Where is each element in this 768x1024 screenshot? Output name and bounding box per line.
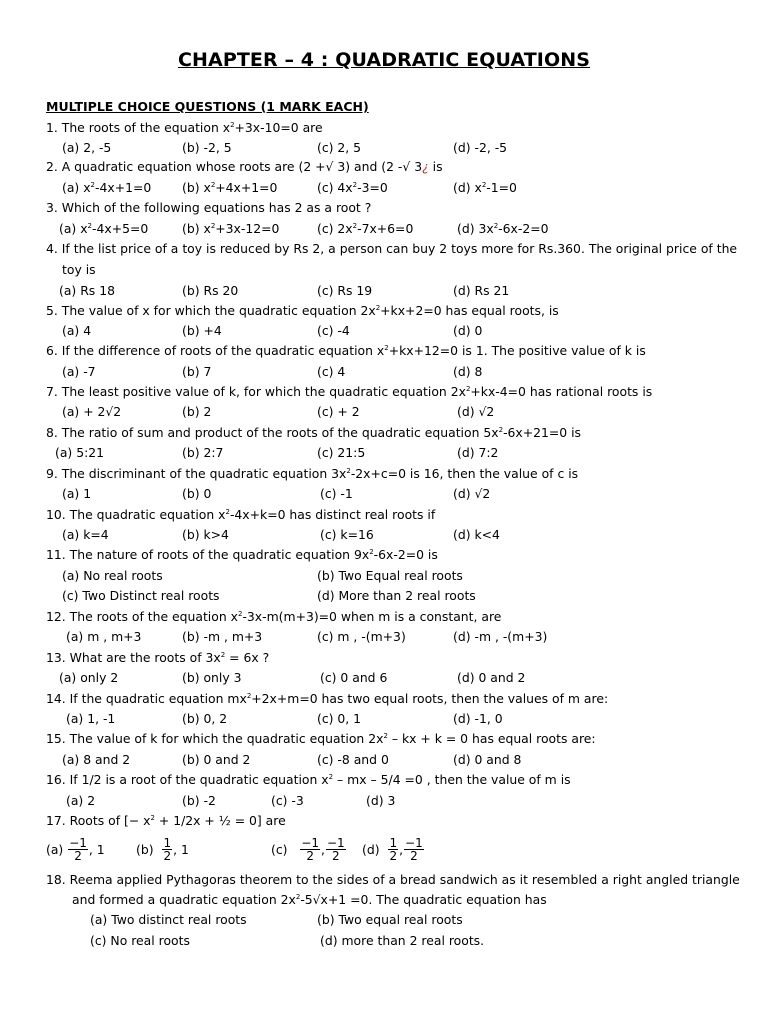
fraction: $\frac{1}{2}$ [163,835,172,863]
q10-option-a: (a) k=4 [62,527,109,542]
q2-stem: 2. A quadratic equation whose roots are (2 +√ 3) and (2 -√ 3 [46,159,423,174]
question-4: 4. If the list price of a toy is reduced by Rs 2, a person can buy 2 toys more for Rs.360. The original price of the [46,241,738,256]
page-title: CHAPTER – 4 : QUADRATIC EQUATIONS [177,49,590,71]
q11-option-c: (c) Two Distinct real roots [62,588,220,603]
q12-option-b: (b) -m , m+3 [182,629,263,644]
question-9: 9. The discriminant of the quadratic equation $3x^2-2x+c=0$ is 16, then the value of c is [46,466,579,481]
q1-option-a: (a) 2, -5 [62,140,112,155]
q16-option-a: (a) 2 [66,793,96,808]
question-10: 10. The quadratic equation $x^2-4x+k=0$ has distinct real roots if [46,507,436,522]
q5-option-a: (a) 4 [62,323,92,338]
question-18: 18. Reema applied Pythagoras theorem to the sides of a bread sandwich as it resembled a right angled triangle [46,872,740,887]
q2-stem-end: is [428,159,443,174]
q12-option-a: (a) m , m+3 [66,629,142,644]
q9-option-a: (a) 1 [62,486,92,501]
q6-option-a: (a) -7 [62,364,96,379]
question-16: 16. If 1/2 is a root of the quadratic equation $x^2$ – mx – 5/4 =0 , then the value of m is [46,772,571,787]
q4-option-a: (a) Rs 18 [59,283,115,298]
q13-option-b: (b) only 3 [182,670,242,685]
question-3: 3. Which of the following equations has 2 as a root ? [46,200,372,215]
q2-option-d: (d) $x^2-1=0$ [453,180,517,195]
fraction: $\frac{-1}{2}$ [301,835,320,863]
q3-option-c: (c) $2x^2-7x+6=0$ [317,221,414,236]
q2-option-a: (a) $x^2-4x+1=0$ [62,180,152,195]
q8-option-b: (b) 2:7 [182,445,224,460]
q18-option-a: (a) Two distinct real roots [90,912,247,927]
q7-option-a: (a) + 2√2 [62,404,122,419]
q11-option-d: (d) More than 2 real roots [317,588,476,603]
fraction: $\frac{1}{2}$ [389,835,398,863]
q5-option-c: (c) -4 [317,323,350,338]
q15-option-a: (a) 8 and 2 [62,752,131,767]
q16-option-b: (b) -2 [182,793,216,808]
q10-option-d: (d) k<4 [453,527,500,542]
q1-option-c: (c) 2, 5 [317,140,362,155]
q17-option-c: (c) $\frac{-1}{2}$ , $\frac{-1}{2}$ [271,835,345,863]
q15-option-d: (d) 0 and 8 [453,752,522,767]
q16-option-c: (c) -3 [271,793,304,808]
q12-option-d: (d) -m , -(m+3) [453,629,548,644]
section-heading: MULTIPLE CHOICE QUESTIONS (1 MARK EACH) [46,99,369,114]
q17-option-a: (a) $\frac{-1}{2}$ , 1 [46,835,105,863]
q12-option-c: (c) m , -(m+3) [317,629,406,644]
q1-option-b: (b) -2, 5 [182,140,232,155]
q8-option-a: (a) 5:21 [55,445,105,460]
q14-option-c: (c) 0, 1 [317,711,362,726]
q7-option-d: (d) √2 [457,404,495,419]
q9-option-b: (b) 0 [182,486,212,501]
q18-option-b: (b) Two equal real roots [317,912,463,927]
q3-option-a: (a) $x^2-4x+5=0$ [59,221,149,236]
question-12: 12. The roots of the equation $x^2-3x-m(m+3)=0$ when m is a constant, are [46,609,502,624]
q14-option-d: (d) -1, 0 [453,711,503,726]
question-7: 7. The least positive value of k, for which the quadratic equation $2x^2+kx-4=0$ has rational roots is [46,384,653,399]
q8-option-c: (c) 21:5 [317,445,366,460]
q2-garbled-char: ¿ [422,159,429,174]
q6-option-d: (d) 8 [453,364,483,379]
question-13: 13. What are the roots of $3x^2 = 6x$ ? [46,650,270,665]
q13-option-a: (a) only 2 [59,670,119,685]
question-11: 11. The nature of roots of the quadratic equation $9x^2-6x-2=0$ is [46,547,438,562]
fraction: $\frac{-1}{2}$ [69,835,87,863]
q4-option-d: (d) Rs 21 [453,283,510,298]
q17-option-b: (b) $\frac{1}{2}$ , 1 [136,835,189,863]
question-8: 8. The ratio of sum and product of the roots of the quadratic equation $5x^2-6x+21=0$ is [46,425,582,440]
q4-option-c: (c) Rs 19 [317,283,373,298]
q13-option-c: (c) 0 and 6 [320,670,388,685]
q3-option-d: (d) $3x^2-6x-2=0$ [457,221,549,236]
q10-option-b: (b) k>4 [182,527,229,542]
q3-option-b: (b) $x^2+3x-12=0$ [182,221,280,236]
question-6: 6. If the difference of roots of the quadratic equation $x^2+kx+12=0$ is 1. The positive value of k is [46,343,646,358]
q4-option-b: (b) Rs 20 [182,283,239,298]
q13-option-d: (d) 0 and 2 [457,670,526,685]
exponent: 2 [230,121,235,129]
q9-option-d: (d) √2 [453,486,491,501]
q5-option-b: (b) +4 [182,323,222,338]
q9-option-c: (c) -1 [320,486,353,501]
question-4-cont: toy is [62,262,96,277]
q5-option-d: (d) 0 [453,323,483,338]
question-5: 5. The value of x for which the quadratic equation $2x^2+kx+2=0$ has equal roots, is [46,303,559,318]
q14-option-a: (a) 1, -1 [66,711,116,726]
q1-stem-end: +3x-10=0 are [234,120,323,135]
q8-option-d: (d) 7:2 [457,445,499,460]
q1-option-d: (d) -2, -5 [453,140,508,155]
q6-option-c: (c) 4 [317,364,346,379]
q15-option-c: (c) -8 and 0 [317,752,389,767]
q18-option-c: (c) No real roots [90,933,190,948]
q11-option-a: (a) No real roots [62,568,163,583]
q7-option-b: (b) 2 [182,404,212,419]
q11-option-b: (b) Two Equal real roots [317,568,463,583]
q18-option-d: (d) more than 2 real roots. [320,933,485,948]
q16-option-d: (d) 3 [366,793,396,808]
q7-option-c: (c) + 2 [317,404,360,419]
q17-option-d: (d) $\frac{1}{2}$ , $\frac{-1}{2}$ [362,835,423,863]
question-14: 14. If the quadratic equation $mx^2+2x+m=0$ has two equal roots, then the values of m are: [46,691,609,706]
q15-option-b: (b) 0 and 2 [182,752,251,767]
fraction: $\frac{-1}{2}$ [405,835,423,863]
q14-option-b: (b) 0, 2 [182,711,228,726]
question-2 [46,159,443,175]
question-17: 17. Roots of [− $x^2 + 1/2x$ + ½ = 0] are [46,813,286,828]
q2-option-b: (b) $x^2+4x+1=0$ [182,180,278,195]
question-1 [46,120,323,136]
question-15: 15. The value of k for which the quadratic equation $2x^2$ – kx + k = 0 has equal roots are: [46,731,596,746]
q2-option-c: (c) $4x^2-3=0$ [317,180,388,195]
fraction: $\frac{-1}{2}$ [326,835,345,863]
q1-stem: 1. The roots of the equation x [46,120,231,135]
question-18-cont: and formed a quadratic equation $2x^2-5√x+1 =0$. The quadratic equation has [72,892,547,907]
q6-option-b: (b) 7 [182,364,212,379]
q10-option-c: (c) k=16 [320,527,374,542]
